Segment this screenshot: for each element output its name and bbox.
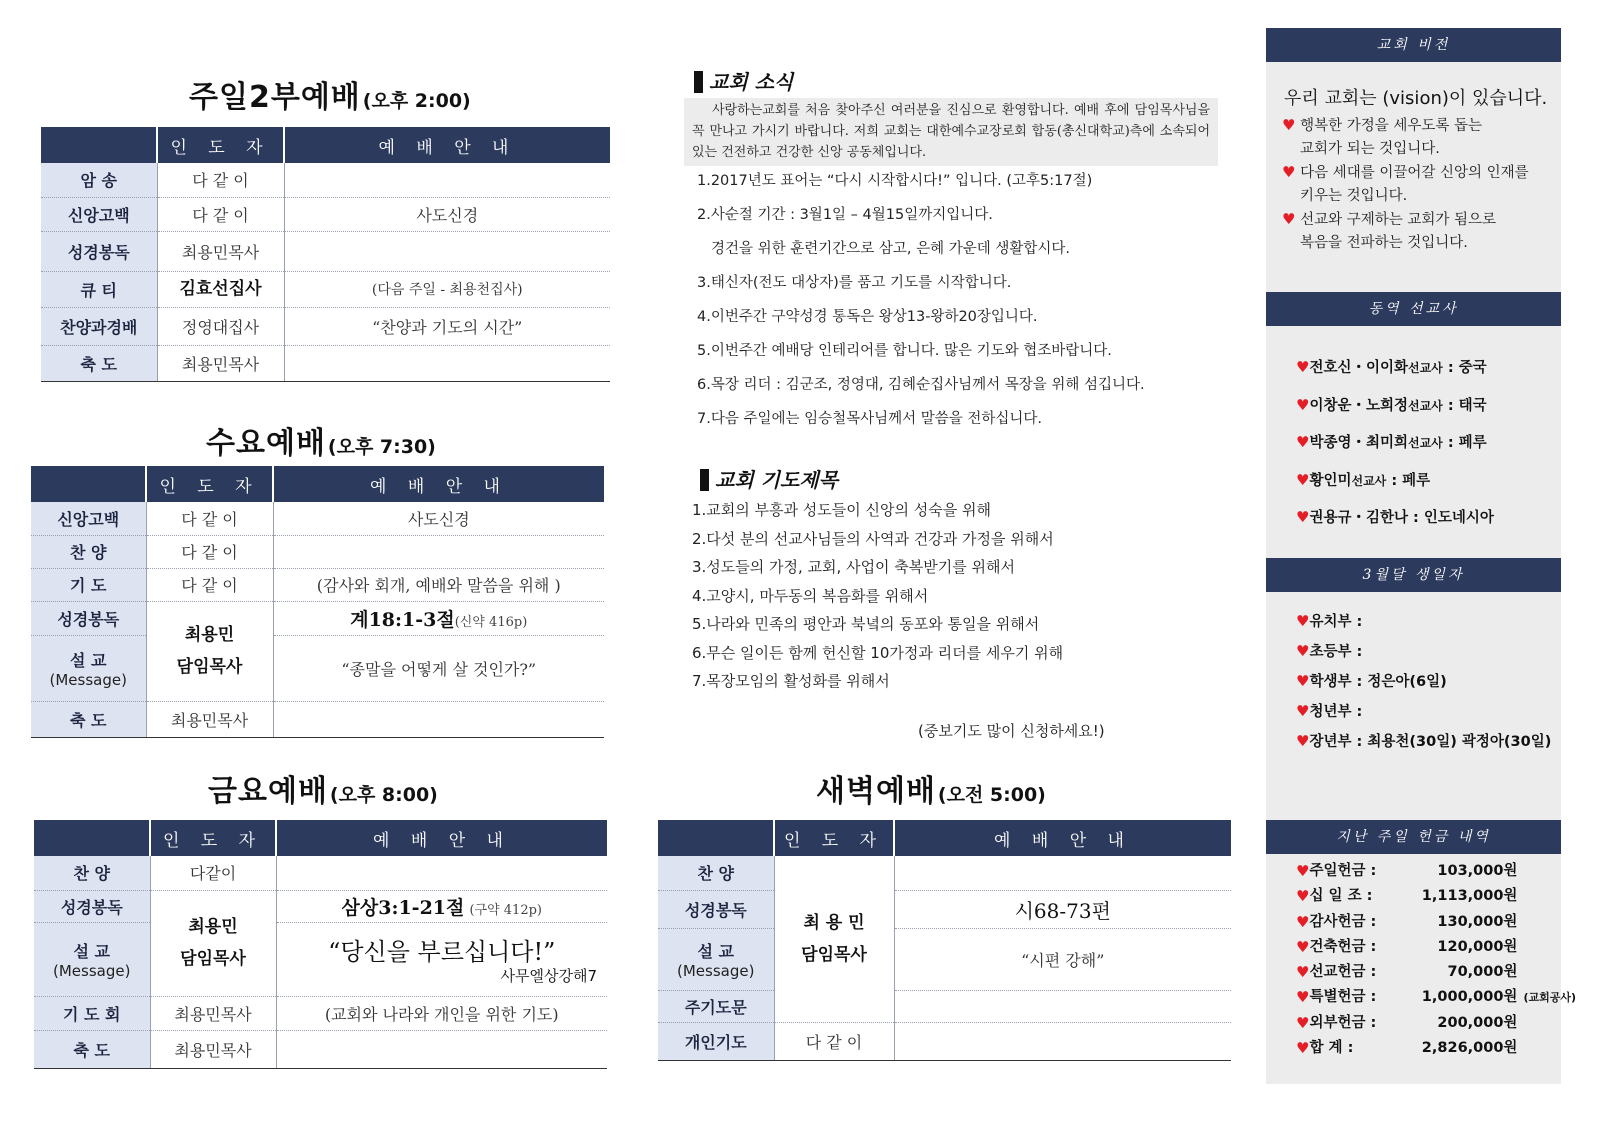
offering-heading: 지난 주일 헌금 내역	[1266, 820, 1561, 854]
sidebar	[1266, 28, 1577, 1084]
table-row: 성경봉독 시68-73편	[658, 890, 1231, 928]
list-item: ♥ 특별헌금 : 1,000,000원 (교회공사)	[1296, 985, 1576, 1010]
dawn-title: 새벽예배 (오전 5:00)	[816, 774, 1046, 809]
table-row: 개인기도 다 같 이	[658, 1022, 1231, 1060]
heart-icon: ♥	[1296, 433, 1310, 451]
table-row: 축 도 최용민목사	[31, 701, 604, 737]
table-row: 기 도 다 같 이 (감사와 회개, 예배와 말씀을 위해 )	[31, 568, 604, 601]
heart-icon: ♥	[1296, 887, 1310, 906]
heart-icon: ♥	[1296, 988, 1310, 1007]
list-item: 6.목장 리더 : 김군조, 정영대, 김혜순집사님께서 목장을 위해 섬깁니다.	[697, 377, 1145, 393]
heart-icon: ♥	[1296, 963, 1310, 982]
list-item: ♥ 건축헌금 : 120,000원	[1296, 935, 1576, 960]
list-item: ♥장년부 : 최용천(30일) 곽정아(30일)	[1296, 732, 1552, 750]
list-item: ♥권용규・김한나 : 인도네시아	[1296, 508, 1494, 526]
heart-icon: ♥	[1296, 1039, 1310, 1058]
news-list	[697, 164, 1145, 436]
list-item: ♥이창운・노희정선교사 : 태국	[1296, 395, 1487, 414]
list-item: ♥ 선교헌금 : 70,000원	[1296, 960, 1576, 985]
heart-icon: ♥	[1296, 470, 1310, 489]
list-item: ♥초등부 :	[1296, 642, 1363, 660]
news-heading: 교회 소식	[694, 66, 793, 95]
birthday-heading: 3월달 생일자	[1266, 558, 1561, 592]
list-item: ♥ 다음 세대를 이끌어갈 신앙의 인재를 키우는 것입니다.	[1282, 163, 1529, 204]
list-item: 1.2017년도 표어는 “다시 시작합시다!” 입니다. (고후5:17절)	[697, 173, 1093, 189]
missionary-heading: 동역 선교사	[1266, 292, 1561, 326]
list-item: ♥ 주일헌금 : 103,000원	[1296, 859, 1576, 884]
heart-icon: ♥	[1296, 358, 1310, 376]
table-row: 설 교 (Message) “시편 강해”	[658, 928, 1231, 990]
list-item: 7.목장모임의 활성화를 위해서	[692, 672, 890, 690]
list-item: ♥ 십 일 조 : 1,113,000원	[1296, 884, 1576, 909]
list-item: ♥ 합 계 : 2,826,000원	[1296, 1036, 1576, 1061]
heart-icon: ♥	[1282, 210, 1296, 228]
list-item: 7.다음 주일에는 임승철목사님께서 말씀을 전하십니다.	[697, 411, 1043, 427]
prayer-list	[692, 496, 1063, 696]
heart-icon: ♥	[1296, 732, 1310, 750]
table-row: 주기도문	[658, 990, 1231, 1022]
table-row: 축 도 최용민목사	[34, 1030, 607, 1068]
list-item: 6.무슨 일이든 함께 헌신할 10가정과 리더를 세우기 위해	[692, 643, 1064, 662]
table-row: 찬 양 다 같 이	[31, 535, 604, 568]
table-row: 설 교 (Message) “종말을 어떻게 살 것인가?”	[31, 635, 604, 701]
vision-list	[1282, 114, 1529, 255]
table-row: 암 송 다 같 이	[41, 163, 610, 197]
list-item: ♥황인미선교사 : 페루	[1296, 470, 1431, 489]
heart-icon: ♥	[1296, 912, 1310, 931]
list-item: ♥ 외부헌금 : 200,000원	[1296, 1011, 1576, 1036]
missionary-list	[1296, 356, 1494, 544]
heart-icon: ♥	[1296, 937, 1310, 956]
table-row: 신앙고백 다 같 이 사도신경	[31, 502, 604, 535]
table-row: 축 도 최용민목사	[41, 345, 610, 381]
table-row: 찬 양 다같이	[34, 856, 607, 890]
list-item: 3.태신자(전도 대상자)를 품고 기도를 시작합니다.	[697, 275, 1012, 291]
sunday2-table: 인 도 자 예 배 안 내 암 송 다 같 이 신앙고백 다 같 이 사도신경 성경봉독 최용민목사 큐 티 김효선집사 (다음 주일 - 최용천집사) 찬양과경배 정영대집사 “찬양과 기도의 시간” 축 도 최용민목사	[41, 127, 610, 382]
heart-icon: ♥	[1296, 612, 1310, 630]
merged-leader: 최용민 담임목사	[146, 601, 273, 701]
list-item: 5.나라와 민족의 평안과 북녘의 동포와 통일을 위해서	[692, 615, 1040, 633]
list-item: ♥ 선교와 구제하는 교회가 됨으로 복음을 전파하는 것입니다.	[1282, 210, 1496, 251]
list-item: 5.이번주간 예배당 인테리어를 합니다. 많은 기도와 협조바랍니다.	[697, 343, 1112, 359]
heart-icon: ♥	[1296, 672, 1310, 690]
heart-icon: ♥	[1282, 163, 1296, 181]
table-row: 성경봉독 최용민 담임목사 삼상3:1-21절 (구약 412p)	[34, 890, 607, 922]
heart-icon: ♥	[1296, 395, 1310, 414]
table-row: 신앙고백 다 같 이 사도신경	[41, 197, 610, 231]
list-item: 2.다섯 분의 선교사님들의 사역과 건강과 가정을 위해서	[692, 529, 1054, 548]
heart-icon: ♥	[1296, 508, 1310, 526]
merged-leader: 최 용 민 담임목사	[774, 856, 894, 1022]
list-item: ♥청년부 :	[1296, 702, 1363, 720]
heading-bar-icon	[694, 71, 703, 93]
list-item: ♥유치부 :	[1296, 612, 1363, 630]
table-row: 찬양과경배 정영대집사 “찬양과 기도의 시간”	[41, 307, 610, 345]
wednesday-title: 수요예배 (오후 7:30)	[206, 426, 436, 461]
prayer-note: (중보기도 많이 신청하세요!)	[918, 722, 1105, 740]
list-item: ♥ 감사헌금 : 130,000원	[1296, 910, 1576, 935]
list-item: 4.고양시, 마두동의 복음화를 위해서	[692, 586, 929, 605]
table-row: 기 도 회 최용민목사 (교회와 나라와 개인을 위한 기도)	[34, 996, 607, 1030]
list-item: ♥전호신・이이화선교사 : 중국	[1296, 358, 1487, 376]
table-row: 성경봉독 최용민목사	[41, 231, 610, 271]
table-row: 설 교 (Message) “당신을 부르십니다!” 사무엘상강해7	[34, 922, 607, 996]
birthday-list	[1296, 610, 1551, 760]
heart-icon: ♥	[1282, 116, 1296, 134]
prayer-heading: 교회 기도제목	[700, 464, 838, 493]
sunday2-title: 주일2부예배 (오후 2:00)	[189, 80, 471, 115]
table-row: 큐 티 김효선집사 (다음 주일 - 최용천집사)	[41, 271, 610, 307]
list-item: 1.교회의 부흥과 성도들이 신앙의 성숙을 위해	[692, 501, 991, 519]
heading-bar-icon	[700, 469, 709, 491]
heart-icon: ♥	[1296, 862, 1310, 880]
list-item: 3.성도들의 가정, 교회, 사업이 축복받기를 위해서	[692, 558, 1015, 576]
merged-leader: 최용민 담임목사	[150, 890, 276, 996]
heart-icon: ♥	[1296, 642, 1310, 660]
news-intro: 사랑하는교회를 처음 찾아주신 여러분을 진심으로 환영합니다. 예배 후에 담임목사님을 꼭 만나고 가시기 바랍니다. 저희 교회는 대한예수교장로회 합동(총신대학교)측에 소속되어 있는 건전하고 건강한 신앙 공동체입니다.	[684, 98, 1218, 166]
list-item: ♥ 행복한 가정을 세우도록 돕는 교회가 되는 것입니다.	[1282, 116, 1482, 157]
list-item: ♥학생부 : 정은아(6일)	[1296, 672, 1447, 690]
list-item: 4.이번주간 구약성경 통독은 왕상13-왕하20장입니다.	[697, 309, 1038, 325]
list-item: 2.사순절 기간 : 3월1일 – 4월15일까지입니다.	[697, 207, 993, 223]
vision-title: 우리 교회는 (vision)이 있습니다.	[1284, 88, 1548, 109]
dawn-table: 인 도 자 예 배 안 내 찬 양 최 용 민 담임목사 성경봉독 시68-73편 설 교 (Message) “시편 강해” 주기도문 개인기도 다 같 이	[658, 820, 1231, 1061]
heart-icon: ♥	[1296, 1013, 1310, 1032]
wednesday-table: 인 도 자 예 배 안 내 신앙고백 다 같 이 사도신경 찬 양 다 같 이 기 도 다 같 이 (감사와 회개, 예배와 말씀을 위해 ) 성경봉독 최용민 담임목사 계18:1-3절(신약 416p) 설 교 (Message) “종말을 어떻게 살 것인가?” 축 도 최용민목사	[31, 466, 604, 738]
list-item: 경건을 위한 훈련기간으로 삼고, 은혜 가운데 생활합시다.	[711, 241, 1071, 257]
offering-list	[1296, 859, 1576, 1061]
friday-table: 인 도 자 예 배 안 내 찬 양 다같이 성경봉독 최용민 담임목사 삼상3:1-21절 (구약 412p) 설 교 (Message) “당신을 부르십니다!” 사무엘상강해7 기 도 회 최용민목사 (교회와 나라와 개인을 위한 기도) 축 도 최용민목사	[34, 820, 607, 1069]
table-row: 찬 양 최 용 민 담임목사	[658, 856, 1231, 890]
friday-title: 금요예배 (오후 8:00)	[208, 774, 438, 809]
table-row: 성경봉독 최용민 담임목사 계18:1-3절(신약 416p)	[31, 601, 604, 635]
list-item: ♥박종영・최미희선교사 : 페루	[1296, 433, 1487, 451]
heart-icon: ♥	[1296, 702, 1310, 720]
vision-heading: 교회 비전	[1266, 28, 1561, 62]
